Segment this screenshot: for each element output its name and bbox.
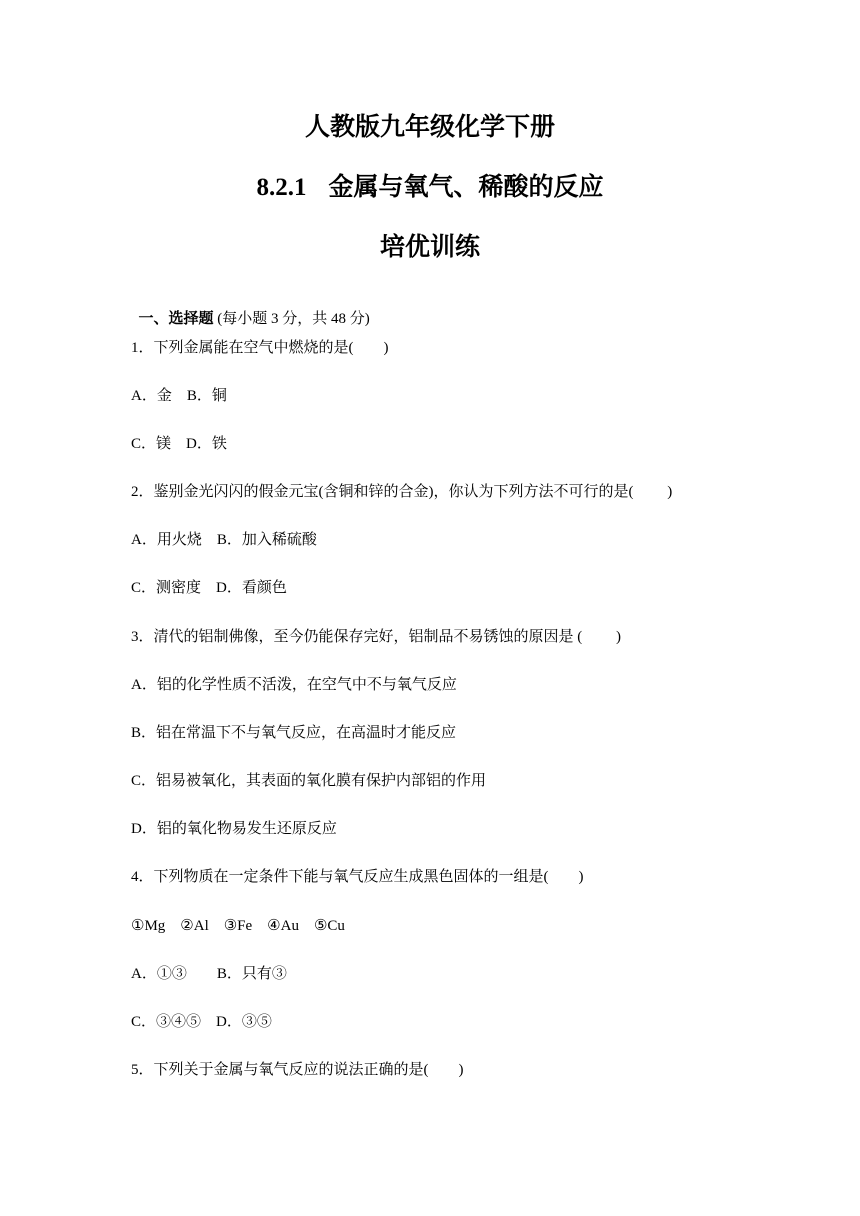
question-1-options-cd: C．镁 D．铁 [131,436,227,452]
question-4-stem: 4．下列物质在一定条件下能与氧气反应生成黑色固体的一组是( ) [131,869,584,885]
question-3-option-a: A．铝的化学性质不活泼，在空气中不与氧气反应 [131,677,457,693]
question-5-stem: 5．下列关于金属与氧气反应的说法正确的是( ) [131,1062,464,1078]
question-3-option-d: D．铝的氧化物易发生还原反应 [131,821,337,837]
question-2-options-cd: C．测密度 D．看颜色 [131,580,287,596]
question-1-stem: 1．下列金属能在空气中燃烧的是( ) [131,340,389,356]
section-heading [131,289,370,329]
question-2-options-ab: A．用火烧 B．加入稀硫酸 [131,532,317,548]
question-4-options-cd: C．③④⑤ D．③⑤ [131,1014,272,1030]
question-3-stem: 3．清代的铝制佛像，至今仍能保存完好，铝制品不易锈蚀的原因是 ( ) [131,629,621,645]
training-subtitle: 培优训练 [379,234,480,261]
lesson-topic: 金属与氧气、稀酸的反应 [328,174,604,201]
question-2-stem: 2．鉴别金光闪闪的假金元宝(含铜和锌的合金)，你认为下列方法不可行的是( ) [131,484,673,500]
document-title: 人教版九年级化学下册 [304,114,555,141]
question-3-option-b: B．铝在常温下不与氧气反应，在高温时才能反应 [131,725,457,741]
lesson-title [0,172,860,204]
question-1-options-ab: A．金 B．铜 [131,388,227,404]
question-3-option-c: C．铝易被氧化，其表面的氧化膜有保护内部铝的作用 [131,773,487,789]
question-4-substances: ①Mg ②Al ③Fe ④Au ⑤Cu [131,918,345,934]
question-4-options-ab: A．①③ B．只有③ [131,966,287,982]
section-label: 一、选择题 [138,311,214,327]
lesson-number: 8.2.1 [256,174,307,201]
section-note: (每小题 3 分，共 48 分) [213,311,370,327]
